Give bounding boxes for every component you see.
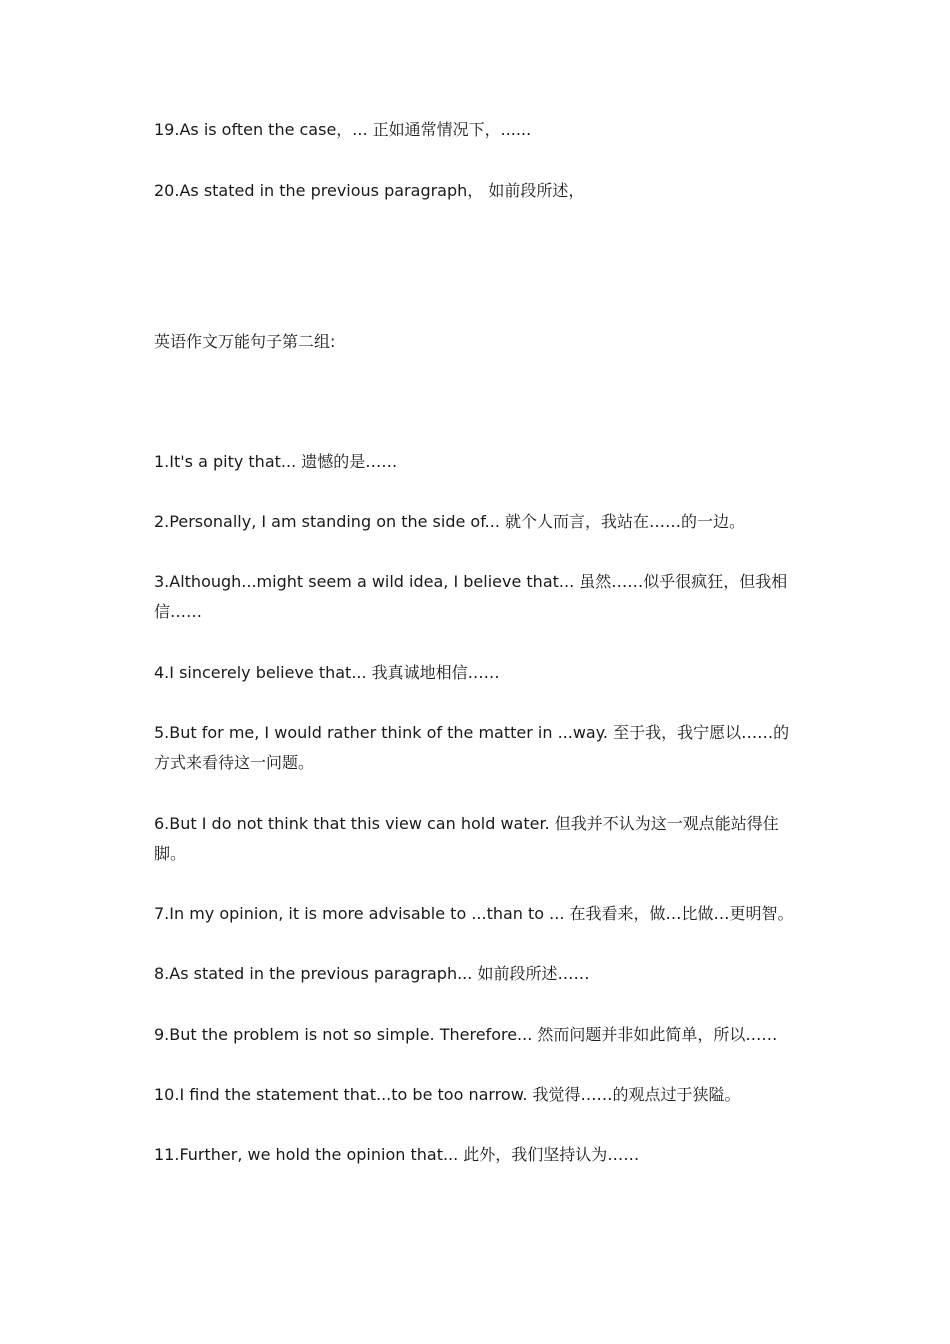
phrase-item-6: 6.But I do not think that this view can hold water. 但我并不认为这一观点能站得住脚。: [154, 814, 779, 863]
phrase-item-3: 3.Although...might seem a wild idea, I believe that... 虽然……似乎很疯狂，但我相信……: [154, 572, 788, 621]
phrase-item-7: 7.In my opinion, it is more advisable to ...than to ... 在我看来，做…比做…更明智。: [154, 904, 794, 923]
phrase-item-4: 4.I sincerely believe that... 我真诚地相信……: [154, 663, 500, 682]
phrase-item-10: 10.I find the statement that...to be too narrow. 我觉得……的观点过于狭隘。: [154, 1085, 741, 1104]
phrase-item-20: 20.As stated in the previous paragraph， 如前段所述，: [154, 181, 585, 200]
phrase-item-11: 11.Further, we hold the opinion that... 此外，我们坚持认为……: [154, 1145, 640, 1164]
phrase-item-9: 9.But the problem is not so simple. Therefore... 然而问题并非如此简单，所以……: [154, 1025, 778, 1044]
phrase-item-5: 5.But for me, I would rather think of the matter in ...way. 至于我，我宁愿以……的方式来看待这一问题。: [154, 723, 790, 772]
phrase-item-19: 19.As is often the case，... 正如通常情况下，......: [154, 120, 532, 139]
section-heading: 英语作文万能句子第二组:: [154, 332, 336, 351]
phrase-item-1: 1.It's a pity that... 遗憾的是……: [154, 452, 398, 471]
phrase-item-8: 8.As stated in the previous paragraph... 如前段所述……: [154, 964, 590, 983]
phrase-item-2: 2.Personally, I am standing on the side of... 就个人而言，我站在……的一边。: [154, 512, 746, 531]
